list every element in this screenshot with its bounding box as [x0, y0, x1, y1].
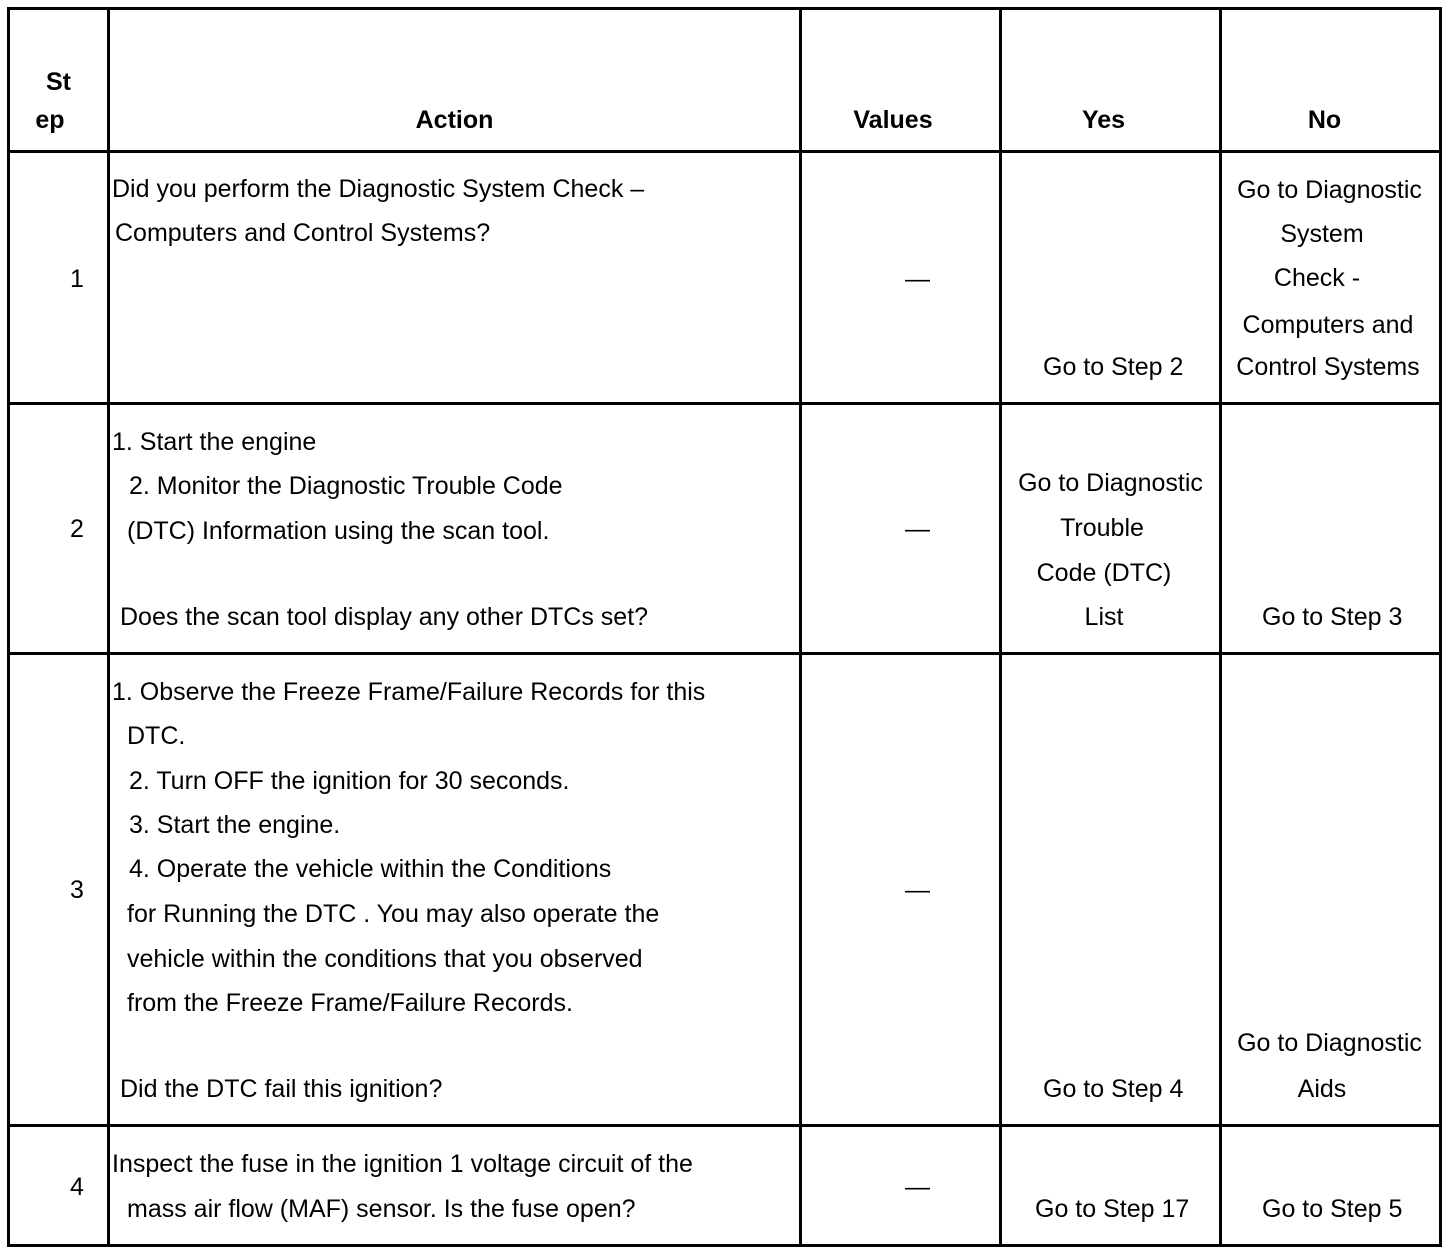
no-text: Go to Step 3 — [1262, 603, 1403, 631]
action-text: 2. Turn OFF the ignition for 30 seconds. — [129, 767, 570, 795]
action-text: mass air flow (MAF) sensor. Is the fuse open? — [127, 1195, 636, 1223]
yes-text: Go to Step 2 — [1043, 353, 1184, 381]
column-divider — [107, 7, 110, 1247]
step-number: 3 — [70, 876, 84, 904]
table-border-left — [7, 7, 10, 1247]
table-border-top — [7, 7, 1442, 10]
no-text: Computers and — [1242, 311, 1414, 339]
no-text: Aids — [1297, 1075, 1347, 1103]
header-no: No — [1307, 106, 1342, 134]
action-text: Computers and Control Systems? — [115, 219, 491, 247]
row-divider — [7, 652, 1442, 655]
row-divider — [7, 1124, 1442, 1127]
action-text: Did the DTC fail this ignition? — [120, 1075, 443, 1103]
action-text: 4. Operate the vehicle within the Conditions — [129, 855, 612, 883]
table-border-right — [1439, 7, 1442, 1247]
action-text: Inspect the fuse in the ignition 1 voltage circuit of the — [112, 1150, 693, 1178]
row-divider — [7, 402, 1442, 405]
step-number: 2 — [70, 515, 84, 543]
action-text: for Running the DTC . You may also operate the — [127, 900, 660, 928]
step-number: 4 — [70, 1173, 84, 1201]
no-text: System — [1280, 220, 1364, 248]
action-text: 3. Start the engine. — [129, 811, 341, 839]
header-yes: Yes — [1081, 106, 1126, 134]
no-text: Go to Diagnostic — [1237, 176, 1422, 204]
no-text: Control Systems — [1236, 353, 1420, 381]
action-text: 1. Observe the Freeze Frame/Failure Records for this — [112, 678, 706, 706]
action-text: (DTC) Information using the scan tool. — [127, 517, 550, 545]
action-text: 1. Start the engine — [112, 428, 317, 456]
no-text: Go to Step 5 — [1262, 1195, 1403, 1223]
action-text: from the Freeze Frame/Failure Records. — [127, 989, 573, 1017]
value-dash: — — [905, 876, 930, 904]
yes-text: Go to Step 17 — [1035, 1195, 1190, 1223]
action-text: DTC. — [127, 722, 186, 750]
step-number: 1 — [70, 265, 84, 293]
yes-text: Go to Step 4 — [1043, 1075, 1184, 1103]
yes-text: Code (DTC) — [1036, 559, 1172, 587]
value-dash: — — [905, 1173, 930, 1201]
no-text: Check - — [1273, 264, 1361, 292]
action-text: 2. Monitor the Diagnostic Trouble Code — [129, 472, 563, 500]
action-text: Does the scan tool display any other DTCs set? — [120, 603, 649, 631]
header-step: ep — [35, 106, 65, 134]
value-dash: — — [905, 265, 930, 293]
header-step: St — [46, 68, 71, 96]
yes-text: List — [1084, 603, 1124, 631]
yes-text: Trouble — [1060, 514, 1144, 542]
value-dash: — — [905, 515, 930, 543]
header-action: Action — [415, 106, 494, 134]
yes-text: Go to Diagnostic — [1018, 469, 1203, 497]
action-text: Did you perform the Diagnostic System Check – — [112, 175, 645, 203]
action-text: vehicle within the conditions that you observed — [127, 945, 643, 973]
row-divider — [7, 150, 1442, 153]
header-values: Values — [853, 106, 933, 134]
no-text: Go to Diagnostic — [1237, 1029, 1422, 1057]
table-border-bottom — [7, 1244, 1442, 1247]
column-divider — [799, 7, 802, 1247]
